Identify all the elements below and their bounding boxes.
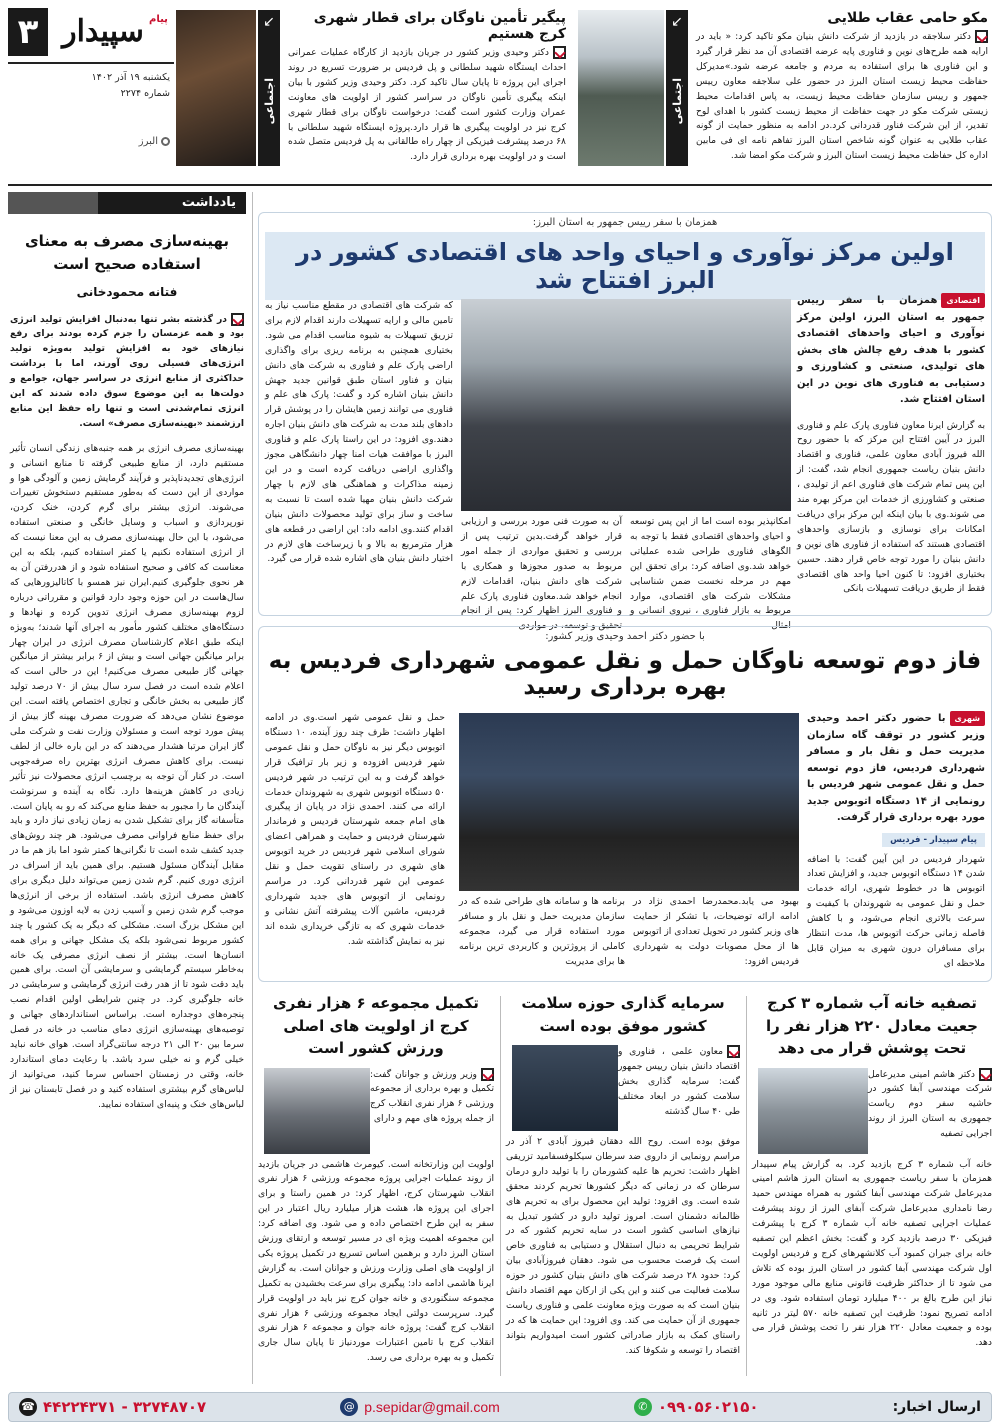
top-story-2-title: پیگیر تأمین ناوگان برای قطار شهری کرج هستیم	[313, 10, 566, 42]
bottom-story-3-photo	[264, 1068, 370, 1154]
second-story-source: پیام سپیدار - فردیس	[882, 833, 985, 847]
arrow-icon: ↙	[671, 14, 683, 30]
arrow-icon	[979, 1068, 992, 1081]
top-story-2-sidebar	[258, 10, 280, 166]
second-story-tag: شهری	[950, 711, 985, 726]
lead-story	[258, 212, 992, 632]
second-story-photo	[459, 713, 799, 891]
bottom-story-2-lead: معاون علمی ، فناوری و اقتصاد دانش بنیان رییس جمهور گفت: سرمایه گذاری بخش سلامت کشور در ابعاد مختلف طی ۴۰ سال گذشته	[618, 1046, 740, 1117]
top-story-2	[176, 10, 570, 178]
lead-story-col2: امکانپذیر بوده است اما از این پس توسعه و احیای واحدهای اقتصادی فقط با توجه به الگوهای فناوری طراحی شده عملیاتی خواهد شد.وی اضافه کرد: برای تحقق این مهم در مرحله نخست ضمن شناسایی مشکلات شرکت های اقتصادی، موارد مربوط به بازار فناوری ، نیروی انسانی و امثال	[630, 516, 791, 632]
arrow-icon: ↙	[263, 14, 275, 30]
page-number: ۳	[8, 8, 48, 56]
bottom-story-2-photo	[512, 1045, 618, 1131]
top-story-1-title: مکو حامی عقاب طلایی	[827, 10, 988, 26]
issue-date: یکشنبه ۱۹ آذر ۱۴۰۲	[91, 72, 170, 83]
lead-story-lead: همزمان با سفر رییس جمهور به استان البرز، اولین مرکز نوآوری و احیای واحدهای اقتصادی کشور با هدف رفع چالش های بخش های تولیدی، صنعتی و کشاورزی و دستیابی به فناوری های نوین در این استان افتتاح شد.	[797, 295, 985, 405]
phone-icon: ☎	[19, 1398, 37, 1416]
issue-number: شماره ۲۲۷۴	[120, 88, 170, 99]
bottom-story-1-body: خانه آب شماره ۳ کرج بازدید کرد. به گزارش پیام سپیدار همزمان با سفر ریاست جمهوری به استان البرز هاشم امینی مدیرعامل شرکت مهندسی آبفا کشور به همراه مهندس حمید رضا نامداری مدیرعامل شرکت آبفای البرز از روند پیشرفت عملیات اجرایی تصفیه خانه آب شماره ۳ کرج با پیشرفت فیزیکی ۳۰ درصد بازدید کرد و گفت: بخش اعظم این تصفیه خانه برای جبران کمبود آب کلانشهرهای کرج و فردیس اولویت اول شرکت مهندسی آبفا کشور در استان البرز بوده که تلاش می شود تا از حداکثر ظرفیت قانونی منابع مالی موجود مورد نیاز این طرح بالغ بر ۴۰۰ میلیارد تومان استفاده شود. وی در ادامه تصریح نمود: ظرفیت این تصفیه خانه ۵۷۰ لیتر در ثانیه بوده و جمعیت معادل ۲۲۰ هزار نفر را تحت پوشش قرار می دهد.	[752, 1158, 993, 1349]
lead-story-title: اولین مرکز نوآوری و احیای واحد های اقتصادی کشور در البرز افتتاح شد	[296, 238, 954, 294]
whatsapp-icon: ✆	[634, 1398, 652, 1416]
bottom-story-1-lead: دکتر هاشم امینی مدیرعامل شرکت مهندسی آبفا کشور در حاشیه سفر دوم ریاست جمهوری به استان البرز از روند اجرایی تصفیه	[868, 1068, 992, 1140]
logo	[56, 14, 174, 60]
region-icon	[161, 137, 170, 146]
column-author: فتانه محمودخانی	[76, 284, 178, 299]
second-story-kicker: با حضور دکتر احمد وحیدی وزیر کشور:	[545, 631, 705, 642]
bottom-story-2	[506, 992, 740, 1376]
lead-story-kicker: همزمان با سفر رییس جمهور به استان البرز:	[532, 217, 718, 228]
email-icon: @	[340, 1398, 358, 1416]
column-body: بهینه‌سازی مصرف انرژی بر همه جنبه‌های زندگی انسان تأثیر مستقیم دارد، از منابع طبیعی گرفته تا منابع انسانی و انرژی‌های تجدیدناپذیر و فرآیند گرمایش زمین و آلودگی هوا و مواردی از این دست که به‌طور مستقیم دستخوش تغییرات می‌شوند. انرژی بیشتر برای گرم کردن، خنک کردن، نورپردازی و اسباب و وسایل خانگی و صنعتی استفاده می‌شود، با این حال بهینه‌سازی مصرف به این معنا نیست که از انرژی استفاده نکنیم یا کمتر استفاده کنیم، بلکه به این معناست که کافی و صحیح استفاده شود و از هدررفتن آن به هر نحوی جلوگیری کنیم.ایران نیز همسو با کاتالیزورهایی که سال‌هاست در این حوزه وجود دارد قوانین و مقرراتی درباره لزوم بهینه‌سازی مصرف انرژی تدوین کرده و نهادها و دستگاه‌های مختلف کشور مأمور به اجرای آنها شدند؛ به‌ویژه اینکه طبق اعلام کارشناسان مصرف انرژی در ایران چهار برابر میانگین جهانی است و بیش از ۶ برابر بیشتر از میانگین جهانی گاز طبیعی مصرف می‌کنیم! این در حالی است که اعلام شده است در فصل سرد سال بیش از ۷۰ درصد تولید گاز طبیعی به بخش خانگی و تجاری اختصاص یافته است. این موضوع نشان می‌دهد که ضرورت مصرف بهینه گاز بیش از پیش مورد توجه است و مسئولان وزارت نفت و شرکت ملی گاز ایران مرتبا هشدار می‌دهند که در این باره خالی از لطف نیست. برای کاهش مصرف انرژی بهترین راه صرفه‌جویی است. در کنار آن توجه به برچسب انرژی محصولات نیز تأثیر زیادی در کاهش هزینه‌ها دارد. نگاه به آینده و سرنوشت آیندگان ما را مجبور به حفظ منابع می‌کند که رو به پایان است. متأسفانه گاز برای تشکیل شدن به زمان زیادی نیاز دارد و باید برای حفظ منابع فراوانی مصرف می‌شود. هر چند روش‌های جدید کشف شده است تا نگرانی‌ها کمتر شود اما باز هم ما در مقابل آیندگان مسئول هستیم. برای همین باید از اسراف در انرژی دوری کنیم. گرم شدن زمین می‌تواند دلیل دیگری برای کاهش مصرف انرژی باشد. استفاده از برخی از انرژی‌ها موجب گرم شدن زمین و آسیب زدن به لایه اوزون می‌شود و این مشکل بزرگ است. مشکلی که دیگر به یک کشور یا چند کشور مربوط نمی‌شود بلکه یک مشکل جهانی و برای همه انسان‌ها است. بیشتر از نصف انرژی مصرفی یک خانه به‌خاطر سیستم گرمایشی و سرمایشی آن است. برای همین باید دقت شود تا از هدر رفت انرژی گرمایشی و سرمایشی در خانه جلوگیری کرد. در چنین شرایطی اولین اقدام نصب پنجره‌های دوجداره است. براساس استانداردهای جهانی و توصیه‌های بهینه‌سازی انرژی دمای مناسب در خانه در فصل سرما بین ۲۰ الی ۲۱ درجه سانتی‌گراد است. هوای خانه نباید خیلی گرم و نه خیلی سرد باشد. با رعایت دمای استاندارد خانه، وقتی در زمستان احساس سرما کنید، می‌توانید از لباس‌های گرم بیشتری استفاده کنید و در فصل تابستان نیز از لباس‌های خنک و پنبه‌ای استفاده نمایید.	[10, 442, 245, 1110]
footer-email[interactable]: p.sepidar@gmail.com	[364, 1399, 500, 1415]
logo-small: پیام	[148, 14, 168, 25]
top-story-2-photo	[176, 10, 256, 166]
lead-story-photo	[461, 299, 791, 511]
bottom-story-1	[752, 992, 992, 1376]
arrow-icon	[553, 46, 566, 59]
footer-phone-1[interactable]: ۰۹۹۰۵۶۰۲۱۵۰	[657, 1398, 759, 1416]
bottom-story-3-lead: وزیر ورزش و جوانان گفت: تکمیل و بهره برداری از مجموعه ورزشی ۶ هزار نفری انقلاب کرج از جمله پروژه های مهم و دارای	[370, 1068, 494, 1125]
column-title: بهینه‌سازی مصرف به معنای استفاده صحیح است	[24, 232, 230, 274]
footer-label: ارسال اخبار:	[892, 1399, 981, 1415]
top-story-2-tag: اجتماعی	[262, 78, 276, 125]
arrow-icon	[975, 30, 988, 43]
lead-story-tag: اقتصادی	[941, 293, 985, 308]
top-story-2-body: دکتر وحیدی وزیر کشور در جریان بازدید از کارگاه عملیات عمرانی احداث ایستگاه شهید سلطانی و پل فردیس بر ضرورت تسریع در روند اجرای این پروژه تا پایان سال تاکید کرد. دکتر وحیدی وزیر کشور با بیان اینکه پیگیری تأمین ناوگان در سراسر کشور از اولویت های معاونت عمران وزارت کشور است گفت: درخواست ناوگان برای قطار شهری کرج نیز در اولویت پیگیری ها قرار دارد.پروژه ایستگاه شهید سلطانی با ۶۸ درصد پیشرفت فیزیکی از چهار راه طالقانی به پل فردیس متصل شده است و در اولویت بهره برداری قرار دارد.	[288, 47, 566, 163]
lead-story-col4: که شرکت های اقتصادی در مقطع مناسب نیاز به تامین مالی و ارایه تسهیلات دارند اقدام لازم برای تزریق تسهیلات به شیوه مناسب اقدام می شود. بختیاری همچنین به برنامه ریزی برای واگذاری اراضی پارک علم و فناوری به شرکت های دانش بنیان و فناور استان طبق قوانین جدید جهش دانش بنیان اشاره کرد و گفت: پارک های علم و فناوری می توانند زمین هایشان را در پوشش قرار دادهای بلند مدت به شرکت های دانش بنیان اجاره دهند.وی افزود: در این راستا پارک علم و فناوری البرز با موافقت هیات امنا چهار دانشگاهی مجوز واگذاری اراضی دریافت کرده است و در این زمینه مذاکرات و هماهنگی های لازم با چهار شرکت دانش بنیان مهیا شده است تا نسبت به ساخت و ساز برای تولید محصولات دانش بنیان اقدام کنند.وی ادامه داد: این اراضی در قطعه های هزار مترمربع به بالا و با زیرساخت های لازم در اختیار دانش بنیان های اشاره شده قرار می گیرد.	[265, 300, 453, 565]
second-story-col1: شهردار فردیس در این آیین گفت: با اضافه شدن ۱۴ دستگاه اتوبوس جدید، و افزایش تعداد اتوبوس ها در خطوط شهری، ارائه خدمات حمل و نقل عمومی به شهروندان با کیفیت و سرعت بالاتری انجام می‌شود، و با کاهش فاصله زمانی حرکت اتوبوس ها، مدت انتظار برای مسافران درون شهری به میزان قابل ملاحظه ای	[807, 853, 985, 969]
second-story-lead: با حضور دکتر احمد وحیدی وزیر کشور در توقف گاه سازمان مدیریت حمل و نقل بار و مسافر شهرداری فردیس، فاز دوم توسعه حمل و نقل عمومی شهر فردیس با رونمایی از ۱۴ دستگاه اتوبوس جدید مورد بهره برداری قرار گرفت.	[807, 713, 985, 823]
top-story-1-sidebar	[666, 10, 688, 166]
second-story-col2: بهبود می یابد.محمدرضا احمدی نژاد در ادامه ارائه توضیحات، با تشکر از حمایت های وزیر کشور در تحویل تعدادی از اتوبوس ها از محل مصوبات دولت به شهرداری فردیس افزود:	[633, 896, 799, 967]
top-story-1-tag: اجتماعی	[670, 78, 684, 125]
bottom-story-3-body: اولویت این وزارتخانه است. کیومرث هاشمی در جریان بازدید از روند عملیات اجرایی پروژه مجموعه ورزشی ۶ هزار نفری انقلاب شهرستان کرج، اظهار کرد: در همین راستا و برای اجرای این پروژه ها، هشت هزار میلیارد ریال اعتبار در این سفر به این طرح اختصاص داده و می شود. وی اضافه کرد: این مجموعه اهمیت ویژه ای در مسیر توسعه و ارتقای ورزش استان البرز دارد و برهمین اساس تسریع در تکمیل پروژه یکی از اولویت های اصلی وزارت ورزش و جوانان است. به گزارش ایرنا هاشمی ادامه داد: پیگیری برای سرعت بخشیدن به تکمیل مجموعه سنگنوردی و خانه جوان کرج نیز باید در اولویت قرار گیرد. سرپرست دولتی ایجاد مجموعه ورزشی ۶ هزار نفری انقلاب کرج گفت: پروژه خانه جوان و مجموعه ۶ هزار نفری انقلاب کرج با تامین اعتبارات موردنیاز تا پایان سال جاری تکمیل و به بهره برداری می رسد.	[258, 1158, 494, 1364]
bottom-story-3	[258, 992, 494, 1376]
second-story-col4: حمل و نقل عمومی شهر است.وی در ادامه اظهار داشت: ظرف چند روز آینده، ۱۰ دستگاه اتوبوس دیگر نیز به ناوگان حمل و نقل عمومی شهر فردیس افزوده و زیر بار ترافیک قرار خواهد گرفت و به این ترتیب در شهر فردیس ۵۰ دستگاه اتوبوس شهری به شهروندان خدمات ارائه می کنند. احمدی نژاد در پایان از پیگیری های امام جمعه شهرستان فردیس و فرماندار شهرستان فردیس و حمایت و همراهی اعضای شورای اسلامی شهر فردیس در خرید اتوبوس های شهری در راستای تقویت حمل و نقل عمومی این شهر قدردانی کرد. در مراسم رونمایی از اتوبوس های جدید شهرداری فردیس، ماشین آلات پیشرفته آتش نشانی و خدمات شهری که به تازگی خریداری شده اند نیز به نمایش گذاشته شد.	[265, 712, 445, 947]
column-lead: در گذشته بشر تنها به‌دنبال افزایش تولید انرژی بود و همه عزمسان را جزم کرده بودند برای رفع نیازهای خود به افزایش تولید به‌ویژه تولید انرژی‌های فسیلی روی آورند، اما با برداشت حداکثری از منابع انرژی در سراسر جهان، جوامع و دولت‌ها به این موضوع سوق داده شدند که این انرژی تمام‌شدنی است و تنها راه حفظ این منابع ارزشمند «بهینه‌سازی مصرف» است.	[10, 313, 244, 429]
column-header-label: یادداشت	[181, 195, 236, 210]
arrow-icon	[231, 313, 244, 326]
logo-main: سپیدار	[62, 14, 144, 49]
masthead	[8, 8, 174, 168]
footer-phone-2[interactable]: ۳۲۷۴۸۷۰۷ - ۴۴۲۲۴۳۷۱	[43, 1398, 207, 1416]
arrow-icon	[727, 1045, 740, 1058]
lead-story-col1: به گزارش ایرنا معاون فناوری پارک علم و فناوری البرز در آیین افتتاح این مرکز که با حضور روح الله فیروز آبادی معاون علمی، فناوری و اقتصاد دانش بنیان ریاست جمهوری انجام شد، گفت: از این پس تمام شرکت های فناوری اعم از تولیدی ، صنعتی و کشاورزی از خدمات این مرکز بهره مند می شوند.وی با بیان اینکه این مرکز برای دریافت امکانات برای نوسازی و بازسازی واحدهای اقتصادی هستند که استفاده از فناوری های نوین و دانش بنیان را مورد توجه خاص قرار دهند. حسین بختیاری افزود: تا کنون احیا واحد های اقتصادی فقط از طریق دریافت تسهیلات بانکی	[797, 419, 985, 595]
top-story-1-body: دکتر سلاجقه در بازدید از شرکت دانش بنیان مکو تاکید کرد: « باید در ارایه همه طرح‌های نوین و فناوری پایه عرضه اقتصادی آن مد نظر قرار گیرد و این فناوری ها برای استفاده به مردم و جامعه عرضه شود.»مدیرکل حفاظت محیط زیست استان البرز در حضور علی سلاجقه معاون رییس جمهور و رییس سازمان حفاظت محیط زیست، به پاس اقدامات محیط زیستی شرکت مکو در جهت حفاظت از محیط زیست کشور با اهدای لوح تقدیر، از این شرکت فناور قدردانی کرد.در ادامه به منظور حمایت از گونه عقاب طلایی به عنوان گونه شاخص استان البرز تفاهم نامه ای فی مابین اداره کل حفاظت محیط زیست استان البرز و شرکت مکو امضا شد.	[696, 31, 988, 162]
column-header	[8, 192, 246, 214]
bottom-story-2-body: موفق بوده است. روح الله دهقان فیروز آبادی ۲ آذر در مراسم رونمایی از داروی ضد سرطان سیکلوفسفامید تزریقی اظهار داشت: تحریم ها علیه کشورمان را با تولید دارو درمان سرطان که در زمانی که دیگر کشورها تحریم کردند محقق شده است. وی افزود: تولید این محصول برای به تحریم های ظالمانه دشمنان است. امروز تولید دارو در کشور تبدیل به نیازهای اساسی کشور است در سایه تحریم کشور که در شرایط تحریمی به دنبال استقلال و دستیابی به فناوری خاص است یک فرصت محسوب می شود. دهقان فیروزآبادی بیان کرد: حدود ۲۸ درصد شرکت های دانش بنیان کشور در حوزه سلامت فعالیت می کنند و این یکی از ارکان مهم اقتصاد دانش بنیان است که به صورت ویژه معاونت علمی و فناوری ریاست جمهوری از آن حمایت می کند. وی افزود: این حمایت ها که در راستای کمک به بازار صادراتی کشور است امیدواریم بتواند اقتصاد را توسعه و شکوفا کند.	[506, 1136, 740, 1356]
bottom-story-1-title: تصفیه خانه آب شماره ۳ کرج جعیت معادل ۲۲۰ هزار نفر را تحت پوشش قرار می دهد	[765, 994, 978, 1057]
lead-story-col3: آن به صورت فنی مورد بررسی و ارزیابی قرار خواهد گرفت.بدین ترتیب پس از بررسی و تحقیق مواردی از جمله امور مربوط به صدور مجوزها و همکاری با شرکت های دانش بنیان، اقدامات لازم انجام خواهد شد.معاون فناوری پارک علم و فناوری البرز اظهار کرد: پس از انجام تحقیق و توسعه، در مواردی	[461, 516, 622, 632]
lead-story-title-bar	[265, 232, 985, 300]
bottom-story-1-photo	[758, 1068, 868, 1154]
top-story-1-photo	[578, 10, 664, 166]
bottom-story-2-title: سرمایه گذاری حوزه سلامت کشور موفق بوده است	[521, 994, 725, 1035]
opinion-column	[8, 192, 246, 1384]
second-story-col3: برنامه ها و سامانه های طراحی شده که در سازمان مدیریت حمل و نقل بار و مسافر مورد استفاده قرار می گیرد، مجموعه کاملی از پروژترین و کاربردی ترین برنامه ها برای مدیریت	[459, 896, 625, 967]
bottom-story-3-title: تکمیل مجموعه ۶ هزار نفری کرج از اولویت های اصلی ورزش کشور است	[273, 994, 479, 1057]
top-story-1	[578, 10, 992, 178]
second-story-title: فاز دوم توسعه ناوگان حمل و نقل عمومی شهرداری فردیس به بهره برداری رسید	[268, 648, 982, 700]
arrow-icon	[481, 1068, 494, 1081]
second-story	[258, 626, 992, 982]
region-name: البرز	[138, 136, 158, 147]
footer-bar	[8, 1392, 992, 1422]
